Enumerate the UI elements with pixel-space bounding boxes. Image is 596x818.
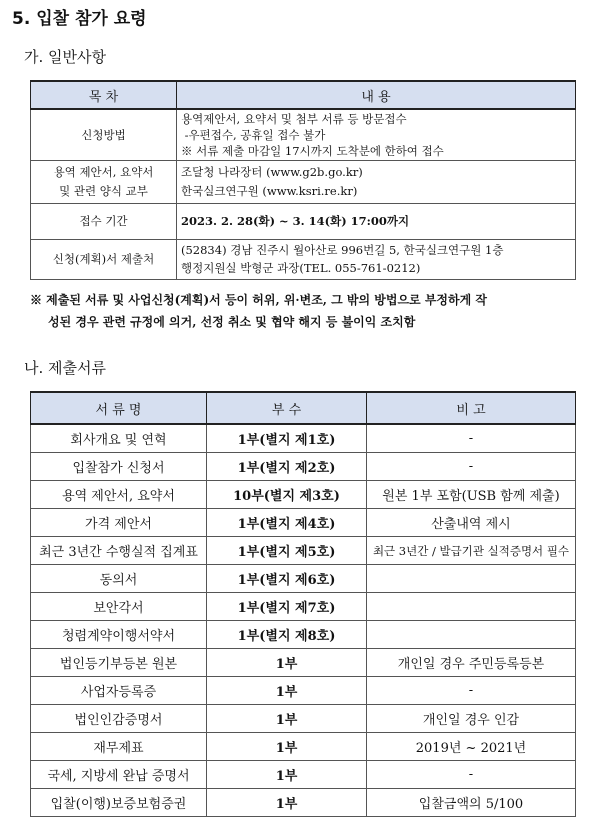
doc-name: 재무제표 <box>31 733 207 761</box>
address-line: (52834) 경남 진주시 월아산로 996번길 5, 한국실크연구원 1층 <box>181 243 504 257</box>
table-row <box>31 705 576 733</box>
method-line-2: -우편접수, 공휴일 접수 불가 <box>181 127 326 142</box>
table-row <box>31 537 576 565</box>
g2b-link[interactable]: 조달청 나라장터 (www.g2b.go.kr) <box>181 164 363 179</box>
table-row <box>31 733 576 761</box>
doc-name: 동의서 <box>31 565 207 593</box>
row-label-method: 신청방법 <box>31 109 177 160</box>
doc-copies: 10부(별지 제3호) <box>207 481 367 509</box>
table-row <box>31 481 576 509</box>
doc-remarks: - <box>367 453 576 481</box>
row-label-distribution-1: 용역 제안서, 요약서 <box>53 164 154 179</box>
doc-remarks: - <box>367 761 576 789</box>
doc-copies: 1부 <box>207 677 367 705</box>
doc-copies: 1부 <box>207 649 367 677</box>
doc-name: 용역 제안서, 요약서 <box>31 481 207 509</box>
doc-copies: 1부 <box>207 705 367 733</box>
doc-copies: 1부 <box>207 761 367 789</box>
doc-name: 회사개요 및 연혁 <box>31 424 207 453</box>
ksri-link[interactable]: 한국실크연구원 (www.ksri.re.kr) <box>181 183 358 198</box>
documents-table <box>30 391 576 817</box>
doc-remarks: 원본 1부 포함(USB 함께 제출) <box>367 481 576 509</box>
row-label-destination: 신청(계획)서 제출처 <box>31 239 177 279</box>
table-row <box>31 761 576 789</box>
doc-name: 사업자등록증 <box>31 677 207 705</box>
note-line-1: ※ 제출된 서류 및 사업신청(계획)서 등이 허위, 위·변조, 그 밖의 방법으로 부정하게 작 <box>30 293 487 307</box>
table-row <box>31 649 576 677</box>
doc-name: 입찰(이행)보증보험증권 <box>31 789 207 817</box>
submission-period: 2023. 2. 28(화) ~ 3. 14(화) 17:00까지 <box>177 203 576 239</box>
doc-name: 보안각서 <box>31 593 207 621</box>
doc-copies: 1부(별지 제2호) <box>207 453 367 481</box>
doc-name: 법인등기부등본 원본 <box>31 649 207 677</box>
table-row <box>31 789 576 817</box>
doc-copies: 1부(별지 제6호) <box>207 565 367 593</box>
subsection-documents: 나. 제출서류 <box>24 359 106 377</box>
doc-name: 법인인감증명서 <box>31 705 207 733</box>
doc-remarks: 산출내역 제시 <box>367 509 576 537</box>
method-line-1: 용역제안서, 요약서 및 첨부 서류 등 방문접수 <box>181 111 407 126</box>
section-title: 5. 입찰 참가 요령 <box>12 9 147 29</box>
doc-remarks: 개인일 경우 인감 <box>367 705 576 733</box>
doc-copies: 1부(별지 제8호) <box>207 621 367 649</box>
table-row <box>31 621 576 649</box>
doc-name: 입찰참가 신청서 <box>31 453 207 481</box>
doc-remarks: - <box>367 677 576 705</box>
doc-name: 최근 3년간 수행실적 집계표 <box>31 537 207 565</box>
subsection-general: 가. 일반사항 <box>24 48 106 66</box>
doc-name: 국세, 지방세 완납 증명서 <box>31 761 207 789</box>
warning-note <box>30 289 576 333</box>
doc-remarks: 개인일 경우 주민등록등본 <box>367 649 576 677</box>
row-label-period: 접수 기간 <box>31 203 177 239</box>
doc-remarks <box>367 593 576 621</box>
table-row <box>31 453 576 481</box>
doc-remarks: 입찰금액의 5/100 <box>367 789 576 817</box>
doc-copies: 1부(별지 제5호) <box>207 537 367 565</box>
method-line-3: ※ 서류 제출 마감일 17시까지 도착분에 한하여 접수 <box>181 143 444 158</box>
doc-copies: 1부(별지 제1호) <box>207 424 367 453</box>
table-row <box>31 424 576 453</box>
note-line-2: 성된 경우 관련 규정에 의거, 선정 취소 및 협약 해지 등 불이익 조치함 <box>48 315 416 329</box>
general-info-table <box>30 80 576 280</box>
doc-remarks: 2019년 ~ 2021년 <box>367 733 576 761</box>
table-row <box>31 509 576 537</box>
doc-remarks: 최근 3년간 / 발급기관 실적증명서 필수 <box>367 537 576 565</box>
doc-name: 청렴계약이행서약서 <box>31 621 207 649</box>
contact-line: 행정지원실 박형군 과장(TEL. 055-761-0212) <box>181 261 421 275</box>
table2-header-name: 서 류 명 <box>31 392 207 424</box>
doc-copies: 1부(별지 제4호) <box>207 509 367 537</box>
doc-name: 가격 제안서 <box>31 509 207 537</box>
table2-header-copies: 부 수 <box>207 392 367 424</box>
doc-remarks <box>367 621 576 649</box>
doc-remarks <box>367 565 576 593</box>
table-row <box>31 565 576 593</box>
table-row <box>31 677 576 705</box>
table-row <box>31 593 576 621</box>
table1-header-content: 내 용 <box>177 81 576 109</box>
table1-header-toc: 목 차 <box>31 81 177 109</box>
doc-remarks: - <box>367 424 576 453</box>
doc-copies: 1부 <box>207 789 367 817</box>
row-label-distribution-2: 및 관련 양식 교부 <box>59 183 148 198</box>
table2-header-remarks: 비 고 <box>367 392 576 424</box>
doc-copies: 1부 <box>207 733 367 761</box>
doc-copies: 1부(별지 제7호) <box>207 593 367 621</box>
